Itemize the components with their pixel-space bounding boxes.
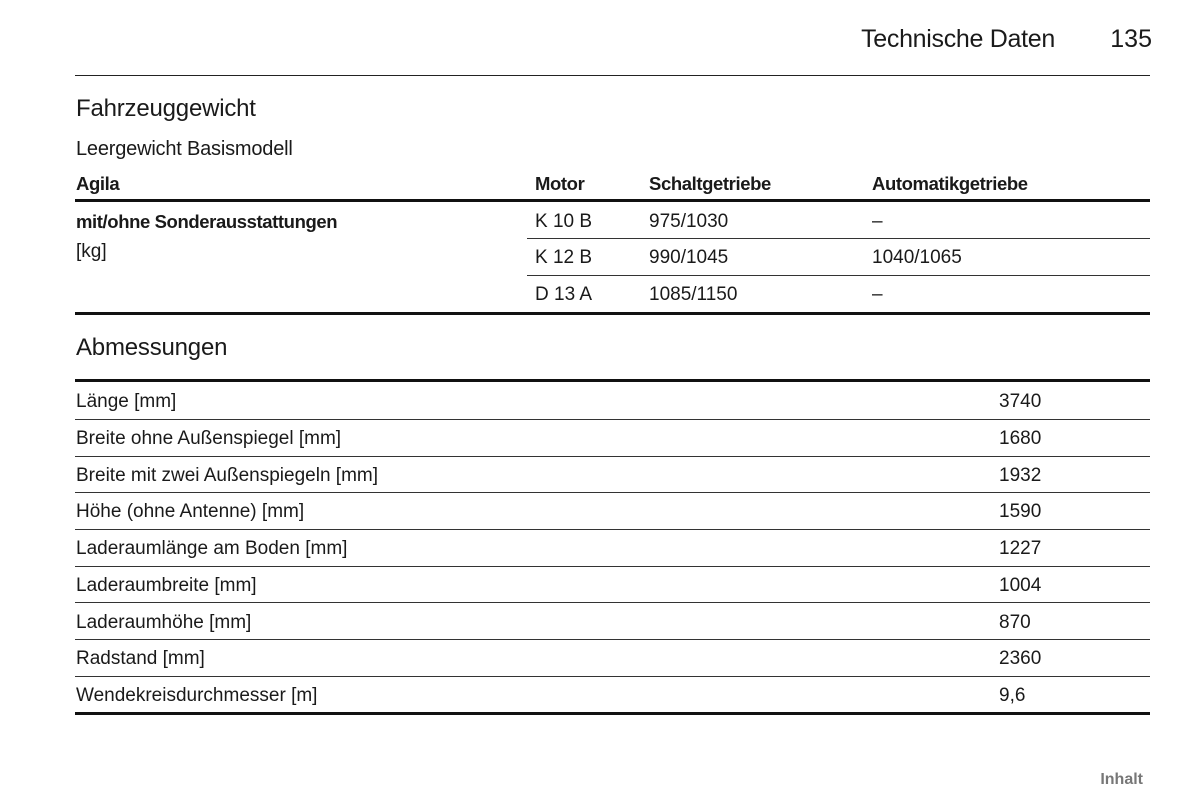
column-header-agila: Agila <box>76 173 120 194</box>
section-title: Technische Daten <box>861 25 1055 53</box>
row-divider <box>75 456 1150 457</box>
motor-cell: D 13 A <box>535 284 593 305</box>
dimension-value: 870 <box>999 612 1031 633</box>
automatic-weight-cell: 1040/1065 <box>872 247 962 268</box>
dimensions-heading: Abmessungen <box>76 334 228 361</box>
row-divider <box>75 566 1150 567</box>
dimension-value: 9,6 <box>999 685 1026 706</box>
row-divider <box>527 238 1150 239</box>
dimension-label: Laderaumlänge am Boden [mm] <box>76 538 348 559</box>
row-divider <box>75 529 1150 530</box>
weight-subheading: Leergewicht Basismodell <box>76 138 293 160</box>
header-divider <box>75 75 1150 76</box>
dimension-value: 2360 <box>999 648 1042 669</box>
dimension-value: 1227 <box>999 538 1042 559</box>
column-header-motor: Motor <box>535 173 585 194</box>
column-header-automatic: Automatikgetriebe <box>872 173 1028 194</box>
row-divider <box>75 639 1150 640</box>
dimension-label: Länge [mm] <box>76 391 177 412</box>
weight-heading: Fahrzeuggewicht <box>76 95 256 122</box>
row-divider <box>75 676 1150 677</box>
dimension-value: 1590 <box>999 501 1042 522</box>
dimension-label: Radstand [mm] <box>76 648 205 669</box>
dimension-label: Laderaumhöhe [mm] <box>76 612 252 633</box>
dimension-value: 1004 <box>999 575 1042 596</box>
motor-cell: K 12 B <box>535 247 593 268</box>
manual-weight-cell: 975/1030 <box>649 211 729 232</box>
row-label: mit/ohne Sonderausstattungen <box>76 211 338 232</box>
table-bottom-rule <box>75 312 1150 315</box>
dimension-value: 3740 <box>999 391 1042 412</box>
dimension-value: 1680 <box>999 428 1042 449</box>
automatic-weight-cell: – <box>872 211 883 232</box>
dimension-label: Wendekreisdurchmesser [m] <box>76 685 318 706</box>
contents-link[interactable]: Inhalt <box>1100 771 1143 788</box>
manual-weight-cell: 990/1045 <box>649 247 729 268</box>
row-divider <box>527 275 1150 276</box>
column-header-manual: Schaltgetriebe <box>649 173 771 194</box>
table-header-rule <box>75 199 1150 202</box>
dimension-value: 1932 <box>999 465 1042 486</box>
row-unit: [kg] <box>76 241 107 262</box>
row-divider <box>75 419 1150 420</box>
dimension-label: Breite ohne Außenspiegel [mm] <box>76 428 342 449</box>
dimension-label: Laderaumbreite [mm] <box>76 575 257 596</box>
automatic-weight-cell: – <box>872 284 883 305</box>
row-divider <box>75 602 1150 603</box>
row-divider <box>75 492 1150 493</box>
dimensions-top-rule <box>75 379 1150 382</box>
dimension-label: Höhe (ohne Antenne) [mm] <box>76 501 305 522</box>
manual-weight-cell: 1085/1150 <box>649 284 738 305</box>
motor-cell: K 10 B <box>535 211 593 232</box>
dimensions-bottom-rule <box>75 712 1150 715</box>
dimension-label: Breite mit zwei Außenspiegeln [mm] <box>76 465 379 486</box>
page-number: 135 <box>1110 25 1152 53</box>
